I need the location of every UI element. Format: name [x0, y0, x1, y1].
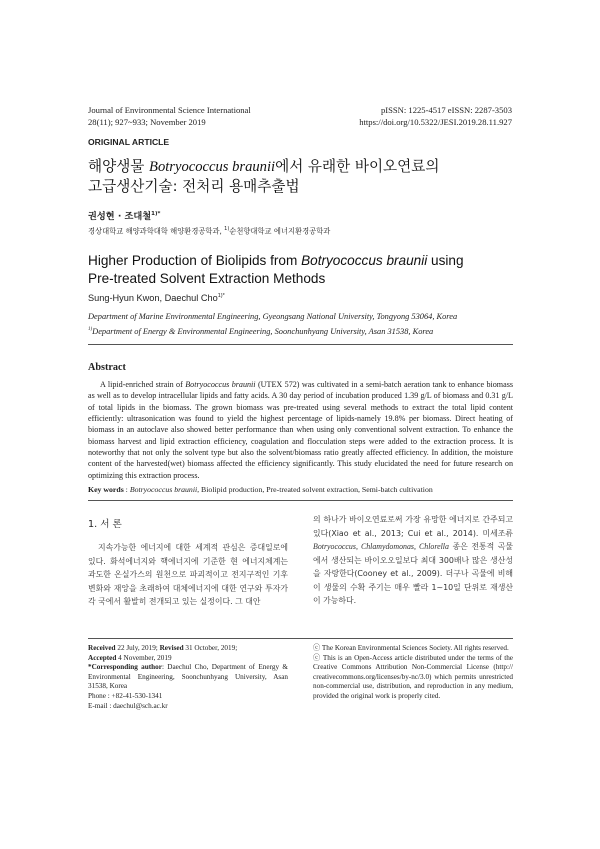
intro-left-column: 지속가능한 에너지에 대한 세계적 관심은 증대일로에 있다. 화석에너지와 핵에너지에 기준한 현 에너지체계는 과도한 온실가스의 원천으로 파괴적이고 전지구적인 기후변화와 재앙을 초래하여 대체에너지에 대한 연구와 투자가 각 국에서 활발히 전개되고 있는 실정이다. 그 대안: [88, 543, 288, 606]
divider-abstract: [88, 500, 513, 501]
received-line: [88, 644, 288, 654]
english-authors: [88, 293, 225, 303]
copyright-line: ⓒ The Korean Environmental Sciences Society. All rights reserved.: [313, 644, 509, 652]
issn-numbers: pISSN: 1225-4517 eISSN: 2287-3503: [380, 105, 512, 115]
intro-right-column: [313, 513, 513, 608]
korean-title-pre: 해양생물: [88, 158, 150, 175]
english-authors-sup: 1)*: [217, 293, 225, 299]
korean-affil-second: 순천향대학교 에너지환경공학과: [229, 226, 331, 236]
license-text: ⓒ This is an Open-Access article distributed under the terms of the Creative Commons Attribution Non-Commercial License (http:// creativecommons.org/licenses/by-nc/3.0) which permits unrestricted non-commercial use, distribution, and reproduction in any medium, provided the original work is properly cited.: [313, 653, 513, 700]
english-affiliations: [88, 310, 457, 338]
corresponding-label: *Corresponding author: [88, 663, 162, 672]
korean-title-post: 에서 유래한 바이오연료의: [275, 158, 440, 175]
revised-date: 31 October, 2019;: [183, 644, 238, 652]
abstract-text-a: A lipid-enriched strain of: [100, 380, 186, 389]
keywords-species: Botryococcus braunii: [129, 485, 198, 494]
accepted-label: Accepted: [88, 653, 117, 662]
english-title-pre: Higher Production of Biolipids from: [88, 253, 302, 268]
english-affil-2-sup: 1): [88, 327, 93, 332]
abstract-text-b: (UTEX 572) was cultivated in a semi-batch aeration tank to enhance biomass as well as to develop intracellular lipids and fatty acids. A 30 day period of incubation produced 1.39 g/L of biomass and 0.31 g/L of total lipids in the biomass. The grown biomass was pre-treated using several methods to extract the total lipid content efficiently: ultrasonication was found to yield the highest percentage of lipids-namely 19.8% per biomass. Direct heating of biomass in an autoclave also showed better performance than when using only conventional solvent extraction. To enhance the biomass harvest and lipid extraction efficiency, coagulation and flocculation steps were added to the extraction process. It is noteworthy that not only the solvent type but also the solvent/biomass ratio greatly affected efficiency. In addition, the moisture content of the harvested(wet) biomass affected the efficiency significantly. This study elucidated the need for future research on optimizing this extraction process.: [88, 380, 513, 480]
english-authors-names: Sung-Hyun Kwon, Daechul Cho: [88, 293, 218, 304]
korean-title: [88, 157, 528, 197]
abstract-species: Botryococcus braunii: [185, 380, 256, 389]
keywords-label: Key words: [88, 485, 124, 494]
corresponding-author: [88, 663, 288, 692]
intro-right-b: 종은 전통적 곡물에서 생산되는 바이오오일보다 최대 300배나 많은 생산성을 자랑한다(Cooney et al., 2009). 더구나 곡물에 비해 이 생물의 수확 주기는 매우 빨라 1~10일 단위로 재생산이 가능하다.: [313, 542, 513, 605]
english-title: [88, 252, 528, 288]
footnote-right: [313, 644, 513, 702]
phone-line: Phone : +82-41-530-1341: [88, 691, 163, 700]
received-date: 22 July, 2019;: [115, 644, 160, 652]
received-label: Received: [88, 644, 116, 652]
english-title-post: using: [427, 253, 464, 268]
issn-block: [359, 104, 512, 128]
article-type-label: ORIGINAL ARTICLE: [88, 137, 170, 147]
abstract-body: [88, 379, 513, 481]
accepted-date: 4 November, 2019: [116, 653, 172, 662]
doi-link[interactable]: https://doi.org/10.5322/JESI.2019.28.11.927: [359, 117, 512, 127]
english-title-line2: Pre-treated Solvent Extraction Methods: [88, 271, 326, 286]
english-affil-2: Department of Energy & Environmental Engineering, Soonchunhyang University, Asan 31538, Korea: [92, 326, 434, 336]
korean-title-species: Botryococcus braunii: [149, 159, 276, 175]
keywords-line: [88, 485, 513, 494]
korean-authors: [88, 208, 160, 222]
corresponding-info: : Daechul Cho, Department of Energy & Environmental Engineering, Soonchunhyang University, Asan 31538, Korea: [88, 663, 288, 691]
journal-name: Journal of Environmental Science International: [88, 105, 251, 115]
korean-affil-sup: 1): [224, 226, 230, 232]
english-affil-2-line: [88, 323, 457, 338]
korean-authors-names: 권성현 · 조대철: [88, 211, 152, 222]
journal-citation: [88, 104, 251, 128]
intro-right-species: Botryococcus, Chlamydomonas, Chlorella: [313, 542, 449, 551]
keywords-rest: , Biolipid production, Pre-treated solvent extraction, Semi-batch cultivation: [197, 485, 433, 494]
abstract-heading: Abstract: [88, 362, 126, 373]
english-affil-1: Department of Marine Environmental Engineering, Gyeongsang National University, Tongyong 53064, Korea: [88, 312, 458, 321]
keywords-sep: :: [123, 485, 130, 494]
korean-affiliation: [88, 226, 330, 236]
korean-affil-main: 경상대학교 해양과학대학 해양환경공학과,: [88, 226, 225, 236]
divider-footnote: [88, 638, 513, 639]
korean-title-line2: 고급생산기술: 전처리 용매추출법: [88, 178, 300, 195]
revised-label: Revised: [159, 644, 184, 652]
intro-right-a: 의 하나가 바이오연료로써 가장 유망한 에너지로 간주되고 있다(Xiao et al., 2013; Cui et al., 2014). 미세조류: [313, 515, 513, 538]
korean-authors-sup: 1)*: [151, 210, 161, 217]
section-heading-intro: 1. 서 론: [88, 519, 122, 530]
footnote-left: [88, 644, 288, 711]
journal-volume: 28(11); 927~933; November 2019: [88, 117, 206, 127]
english-title-species: Botryococcus braunii: [301, 253, 428, 268]
accepted-line: [88, 654, 288, 664]
email-line[interactable]: E-mail : daechul@sch.ac.kr: [88, 701, 168, 710]
divider-top: [88, 344, 513, 345]
